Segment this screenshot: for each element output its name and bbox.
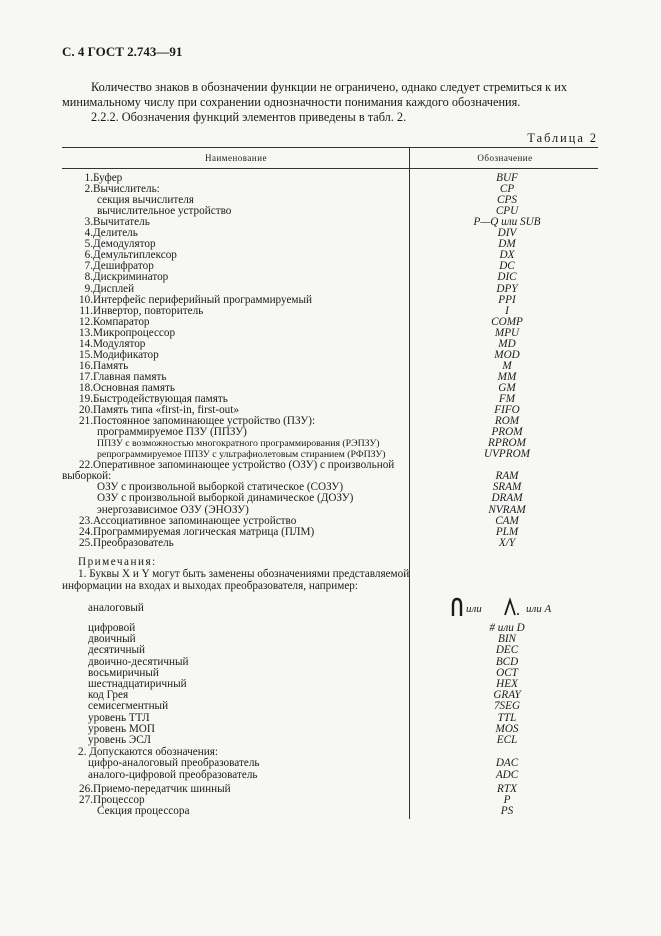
row-name: Модификатор <box>93 349 159 361</box>
row-number: 5. <box>84 238 93 250</box>
analog-caret-icon <box>505 600 515 615</box>
row-name: Память типа «first-in, first-out» <box>93 404 239 416</box>
item-name: код Грея <box>88 689 129 701</box>
item-code: HEX <box>496 678 518 690</box>
list-item <box>0 735 661 746</box>
row-number: 20. <box>79 404 93 416</box>
row-code: NVRAM <box>488 504 526 516</box>
table-row <box>0 493 661 504</box>
analog-label: аналоговый <box>88 602 144 614</box>
list-item <box>0 701 661 712</box>
analog-or-1: или <box>466 603 482 615</box>
item-name: аналого-цифровой преобразователь <box>88 769 258 781</box>
row-code: MD <box>498 338 516 350</box>
row-name: Оперативное запоминающее устройство (ОЗУ) с произвольной <box>93 459 395 471</box>
item-name: семисегментный <box>88 700 169 712</box>
intro-line-2: минимальному числу при сохранении однозначности понимания каждого обозначения. <box>62 95 521 109</box>
row-code: PROM <box>491 426 523 438</box>
table-row <box>0 272 661 283</box>
row-name: Микропроцессор <box>93 327 176 339</box>
analog-or-2: или A <box>526 603 552 615</box>
intro-line-3: 2.2.2. Обозначения функций элементов приведены в табл. 2. <box>91 110 407 124</box>
row-name: Ассоциативное запоминающее устройство <box>93 515 297 527</box>
row-name: Приемо-передатчик шинный <box>93 783 231 795</box>
row-code: CPU <box>495 205 519 217</box>
list-item <box>0 758 661 769</box>
analog-arc-icon <box>453 599 461 616</box>
intro-line-1: Количество знаков в обозначении функции не ограничено, однако следует стремиться к их <box>91 80 567 94</box>
row-code: P <box>503 794 511 806</box>
row-number: 3. <box>84 216 93 228</box>
table-title: Таблица 2 <box>527 131 598 145</box>
row-name: ОЗУ с произвольной выборкой статическое (СОЗУ) <box>97 481 344 493</box>
item-code: DEC <box>495 644 519 656</box>
row-name: Демультиплексор <box>93 249 177 261</box>
row-code: GM <box>498 382 516 394</box>
item-name: цифро-аналоговый преобразователь <box>88 757 260 769</box>
row-code: M <box>502 360 512 372</box>
row-code: UVPROM <box>484 448 530 460</box>
page-header: С. 4 ГОСТ 2.743—91 <box>62 44 183 59</box>
row-name: Компаратор <box>93 316 150 328</box>
row-name: Модулятор <box>93 338 146 350</box>
row-number: 11. <box>79 305 93 317</box>
item-code: MOS <box>495 723 519 735</box>
note-2-heading: 2. Допускаются обозначения: <box>78 746 218 758</box>
row-number: 8. <box>84 271 93 283</box>
row-name: выборкой: <box>62 470 112 482</box>
column-header-code: Обозначение <box>477 153 533 163</box>
row-code: FIFO <box>494 404 520 416</box>
item-code: TTL <box>497 712 517 724</box>
table-row <box>0 538 661 549</box>
row-name: Программируемая логическая матрица (ПЛМ) <box>93 526 315 538</box>
row-code: DIV <box>497 227 517 239</box>
row-number: 1. <box>84 172 93 184</box>
row-number: 10. <box>79 294 93 306</box>
item-name: десятичный <box>88 644 146 656</box>
row-code: MPU <box>494 327 520 339</box>
row-number: 12. <box>79 316 93 328</box>
row-number: 7. <box>84 260 93 272</box>
item-code: BIN <box>497 633 517 645</box>
row-name: Главная память <box>93 371 167 383</box>
row-name: Интерфейс периферийный программируемый <box>93 294 312 306</box>
item-code: ADC <box>495 769 519 781</box>
row-number: 21. <box>79 415 93 427</box>
item-code: # или D <box>489 622 525 634</box>
row-code: P—Q или SUB <box>473 216 541 228</box>
row-number: 18. <box>79 382 93 394</box>
row-code: COMP <box>491 316 523 328</box>
row-name: Быстродействующая память <box>93 393 228 405</box>
row-name: ППЗУ с возможностью многократного программирования (РЭПЗУ) <box>97 438 380 449</box>
row-number: 17. <box>79 371 93 383</box>
row-name: Делитель <box>93 227 138 239</box>
row-name: секция вычислителя <box>97 194 194 206</box>
row-code: PPI <box>498 294 516 306</box>
list-item <box>0 645 661 656</box>
row-name: энергозависимое ОЗУ (ЭНОЗУ) <box>97 504 249 516</box>
row-code: CP <box>499 183 515 195</box>
row-code: FM <box>498 393 516 405</box>
row-code: CPS <box>497 194 517 206</box>
item-name: уровень ЭСЛ <box>88 734 152 746</box>
row-number: 25. <box>79 537 93 549</box>
row-name: репрограммируемое ППЗУ с ультрафиолетовым стиранием (РФПЗУ) <box>97 449 386 460</box>
row-code: PLM <box>495 526 519 538</box>
row-number: 15. <box>79 349 93 361</box>
row-name: Постоянное запоминающее устройство (ПЗУ): <box>93 415 316 427</box>
item-name: восьмиричный <box>88 667 159 679</box>
row-code: BUF <box>496 172 518 184</box>
row-number: 26. <box>79 783 93 795</box>
row-name: Буфер <box>93 172 123 184</box>
row-name: Демодулятор <box>93 238 156 250</box>
row-name: Секция процессора <box>97 805 190 817</box>
row-name: Основная память <box>93 382 175 394</box>
row-code: I <box>505 305 509 317</box>
row-number: 6. <box>84 249 93 261</box>
item-code: ECL <box>496 734 518 746</box>
note-1-line-1: 1. Буквы X и Y могут быть заменены обозначениями представляемой <box>78 568 410 580</box>
row-number: 27. <box>79 794 93 806</box>
row-code: DIC <box>497 271 517 283</box>
table-row <box>0 806 661 817</box>
row-code: RTX <box>497 783 517 795</box>
row-number: 9. <box>84 283 93 295</box>
row-name: Вычислитель: <box>93 183 160 195</box>
row-number: 4. <box>84 227 93 239</box>
row-code: CAM <box>495 515 519 527</box>
row-name: Дешифратор <box>93 260 154 272</box>
item-code: 7SEG <box>493 700 521 712</box>
item-name: уровень МОП <box>88 723 155 735</box>
item-name: шестнадцатиричный <box>88 678 187 690</box>
row-number: 2. <box>84 183 93 195</box>
row-number: 19. <box>79 393 93 405</box>
table-top-rule <box>62 147 598 148</box>
row-code: DX <box>499 249 515 261</box>
row-code: DPY <box>496 283 518 295</box>
row-name: Дискриминатор <box>93 271 169 283</box>
row-code: MOD <box>494 349 520 361</box>
row-number: 16. <box>79 360 93 372</box>
row-number: 22. <box>79 459 93 471</box>
notes-heading: Примечания: <box>78 556 157 568</box>
column-header-name: Наименование <box>204 153 268 163</box>
item-name: двоично-десятичный <box>88 656 189 668</box>
row-code: DC <box>499 260 515 272</box>
row-number: 24. <box>79 526 93 538</box>
table-header-rule <box>62 168 598 169</box>
row-code: RPROM <box>488 437 526 449</box>
row-name: Преобразователь <box>93 537 174 549</box>
item-name: двоичный <box>88 633 136 645</box>
list-item <box>0 770 661 781</box>
row-name: Память <box>93 360 129 372</box>
row-name: ОЗУ с произвольной выборкой динамическое (ДОЗУ) <box>97 492 354 504</box>
item-code: OCT <box>496 667 518 679</box>
note-1-line-2: информации на входах и выходах преобразователя, например: <box>62 580 359 592</box>
row-code: X/Y <box>498 537 516 549</box>
item-name: уровень ТТЛ <box>88 712 150 724</box>
row-code: PS <box>500 805 514 817</box>
row-name: Процессор <box>93 794 145 806</box>
row-code: SRAM <box>492 481 522 493</box>
row-number: 23. <box>79 515 93 527</box>
row-name: Инвертор, повторитель <box>93 305 204 317</box>
item-code: GRAY <box>493 689 521 701</box>
row-number: 13. <box>79 327 93 339</box>
row-name: Дисплей <box>93 283 135 295</box>
row-code: ROM <box>494 415 520 427</box>
item-code: DAC <box>495 757 519 769</box>
row-code: DRAM <box>491 492 523 504</box>
table-row <box>0 438 661 449</box>
row-code: MM <box>497 371 517 383</box>
row-code: RAM <box>495 470 519 482</box>
row-number: 14. <box>79 338 93 350</box>
row-name: вычислительное устройство <box>97 205 232 217</box>
row-name: Вычитатель <box>93 216 150 228</box>
table-row <box>0 427 661 438</box>
item-code: BCD <box>495 656 519 668</box>
row-code: DM <box>498 238 516 250</box>
row-name: программируемое ПЗУ (ППЗУ) <box>97 426 247 438</box>
item-name: цифровой <box>88 622 136 634</box>
